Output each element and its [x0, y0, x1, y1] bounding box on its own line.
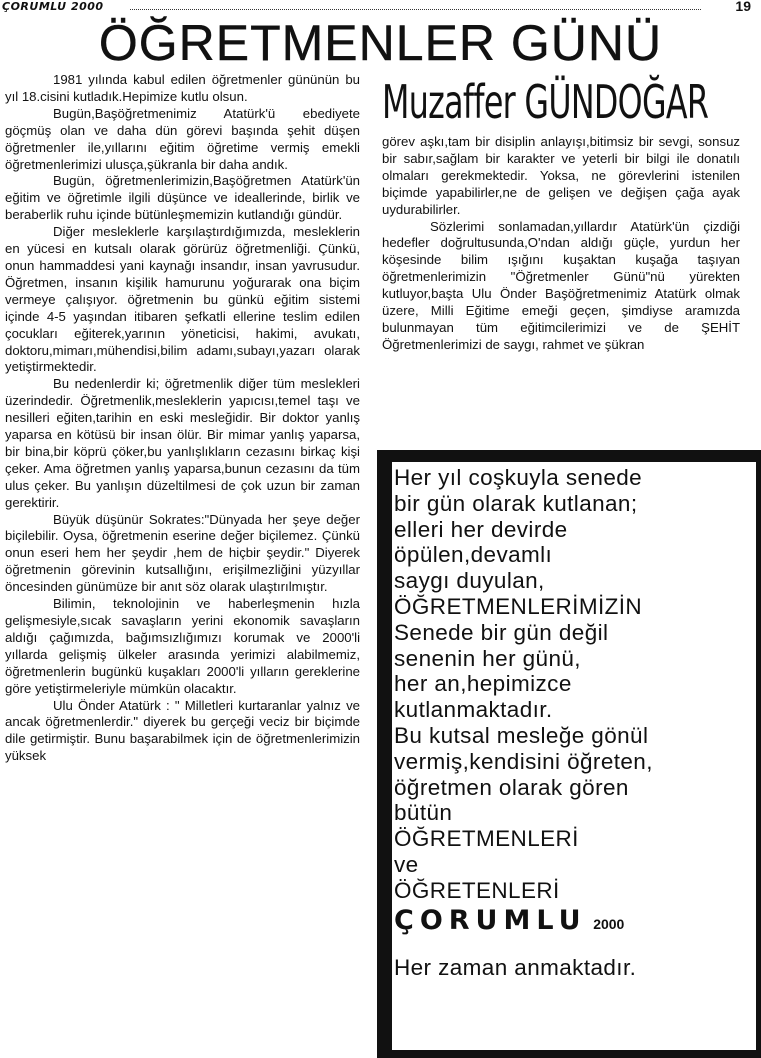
paragraph: 1981 yılında kabul edilen öğretmenler gününün bu yıl 18.cisini kutladık.Hepimize kutlu olsun. [5, 72, 360, 104]
poem-line: ve [394, 851, 419, 877]
author-name: Muzaffer GÜNDOĞAR [382, 75, 709, 129]
poem-line: elleri her devirde [394, 516, 568, 542]
paragraph: Bugün, öğretmenlerimizin,Başöğretmen Atatürk'ün eğitim ve öğretimle ilgili düşünce ve ideallerinde, birlik ve beraberlik ruhu içinde bütünleşmemizin kutlandığı gündür. [5, 173, 360, 223]
poem-line: bir gün olarak kutlanan; [394, 490, 638, 516]
poem-line: senenin her günü, [394, 645, 581, 671]
page-number: 19 [735, 0, 751, 14]
poem-line: bütün [394, 800, 453, 826]
magazine-name: ÇORUMLU 2000 [2, 0, 104, 13]
paragraph: Büyük düşünür Sokrates:"Dünyada her şeye değer biçilebilir. Oysa, öğretmenin eserine değer biçilemez. Çünkü onun eseri hem her şeydir ,hem de hiçbir şeydir." Diyerek öğretmenin görevinin kutsallığını, erişilmezliğini yüzyıllar öncesinden günümüze bir anıt söz olarak ulaştırılmıştır. [5, 511, 360, 595]
right-column [382, 134, 740, 354]
poem-brand-line [394, 904, 754, 938]
header-dotted-rule [130, 9, 701, 10]
poem-line: ÖĞRETENLERİ [394, 877, 560, 903]
poem-line: öpülen,devamlı [394, 542, 553, 568]
paragraph: Diğer mesleklerle karşılaştırdığımızda, mesleklerin en yücesi en kutsalı olarak görürüz öğretmenliği. Çünkü, onun hammaddesi yani kaynağı insandır, insan yavrusudur. Öğretmen, insanın kişilik hamurunu yoğurarak ona biçim vermeye çalışıyor. öğretmenin bu günkü eğitim sistemi içinde 4-5 yaşından itibaren şefkatli ellerine teslim edilen çocukları eğiterek,yarının yöneticisi, hakimi, avukatı, doktoru,mimarı,mühendisi,bilim adamı,subayı,yazarı olarak yetiştirmektedir. [5, 224, 360, 375]
poem-line: Her yıl coşkuyla senede [394, 465, 643, 490]
poem-line: kutlanmaktadır. [394, 697, 553, 723]
paragraph: Sözlerimi sonlamadan,yıllardır Atatürk'ün çizdiği hedefler doğrultusunda,O'ndan aldığı güçle, yurdun her köşesinde bilim ışığını kuşaktan kuşağa taşıyan öğretmenlerimizin "Öğretmenler Günü"nü yürekten kutluyor,başta Ulu Önder Başöğretmenimiz Atatürk olmak üzere, Milli Eğitime emeği geçen, şimdiyse aramızda bulunmayan tüm eğitimcilerimizi ve de ŞEHİT Öğretmenlerimizi de saygı, rahmet ve şükran [382, 218, 740, 352]
poem-line: Senede bir gün değil [394, 619, 609, 645]
poem-line: her an,hepimizce [394, 671, 572, 697]
poem-line: öğretmen olarak gören [394, 774, 629, 800]
poem-line: ÖĞRETMENLERİMİZİN [394, 593, 643, 619]
paragraph: Ulu Önder Atatürk : " Milletleri kurtaranlar yalnız ve ancak öğretmenlerdir." diyerek bu gerçeği veciz bir biçimde dile getirmiştir. Bunu başarabilmek için de öğretmenlerimizin yüksek [5, 697, 360, 764]
poem-line: vermiş,kendisini öğreten, [394, 748, 653, 774]
poem [394, 465, 754, 981]
poem-line: ÖĞRETMENLERİ [394, 826, 579, 852]
article-title: ÖĞRETMENLER GÜNÜ [98, 15, 663, 71]
paragraph: Bu nedenlerdir ki; öğretmenlik diğer tüm meslekleri üzerindedir. Öğretmenlik,mesleklerin yapıcısı,temel taşı ve nesilleri eğiten,tarihin en eski mesleğidir. Bir doktor yanlış yaparsa en kötüsü bir insan ölür. Bir mimar yanlış yaparsa, bir bina,bir köprü çöker,bu yanlışlıkların cezasını birkaç kişi çeker. Ama öğretmen yanlış yaparsa,bunun cezasını da tüm ulus çeker. Bu yanlışın düzeltilmesi de çok uzun bir zaman gerektirir. [5, 376, 360, 510]
paragraph: görev aşkı,tam bir disiplin anlayışı,bitimsiz bir sevgi, sonsuz bir sabır,sağlam bir karakter ve yeterli bir bilgi ile donatılı olmaları gerekmektedir. Yoksa, ne görevlerini istenilen biçimde yapabilirler,ne de gelişen ve değişen çağa ayak uydurabilirler. [382, 134, 740, 217]
poem-closing: Her zaman anmaktadır. [394, 955, 637, 981]
paragraph: Bugün,Başöğretmenimiz Atatürk'ü ebediyete göçmüş olan ve daha dün görevi başında şehit düşen öğretmenler ile,yıllarını eğitim öğretime vermiş emekli öğretmenlerimizi ulusça,şükranla bir daha andık. [5, 105, 360, 172]
left-column [5, 72, 360, 765]
paragraph: Bilimin, teknolojinin ve haberleşmenin hızla gelişmesiyle,sıcak savaşların yerini ekonomik savaşların aldığı çağımızda, bağımsızlığımızı korumak ve 2000'li yıllarda gelişmiş ülkeler arasında yerimizi alabilmemiz, öğretmenlerin bugünkü kuşakları 2000'li yılların gereklerine göre yetiştirmeleriyle mümkün olacaktır. [5, 596, 360, 696]
poem-brand-year: 2000 [593, 915, 625, 932]
poem-line: Bu kutsal mesleğe gönül [394, 722, 649, 748]
poem-brand: ÇORUMLU [394, 904, 587, 936]
poem-line: saygı duyulan, [394, 568, 545, 594]
